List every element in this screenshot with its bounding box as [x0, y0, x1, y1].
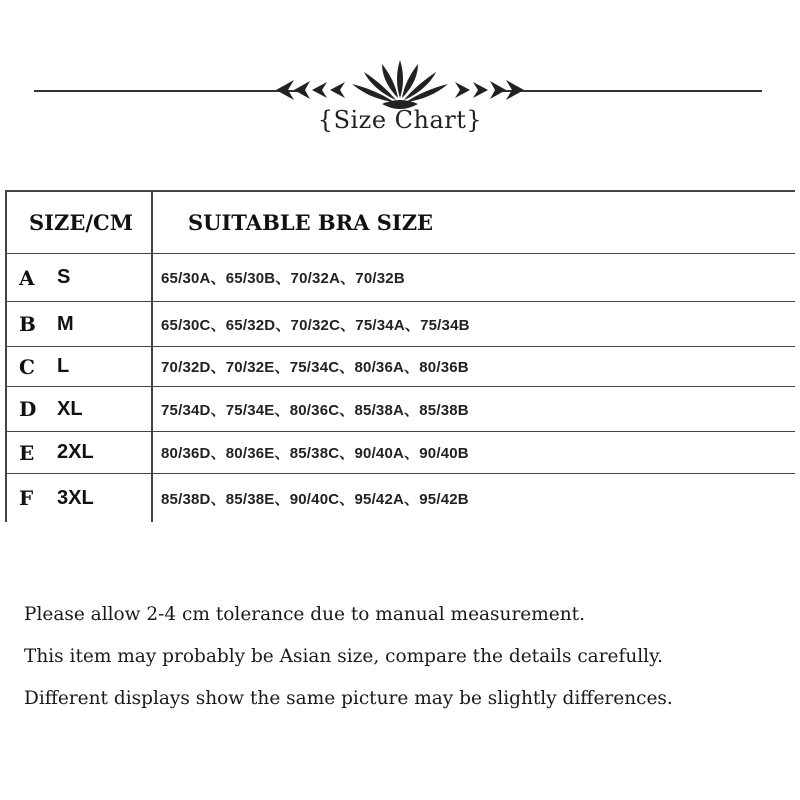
notes-section [24, 598, 784, 724]
row-bra-sizes: 65/30A、65/30B、70/32A、70/32B [161, 270, 405, 287]
note-display-difference: Different displays show the same picture may be slightly differences. [24, 688, 673, 709]
table-row [5, 254, 795, 302]
row-bra-sizes: 65/30C、65/32D、70/32C、75/34A、75/34B [161, 316, 470, 334]
table-row [5, 347, 795, 387]
row-size: 3XL [57, 486, 94, 509]
row-bra-sizes: 80/36D、80/36E、85/38C、90/40A、90/40B [161, 445, 469, 462]
row-letter: B [19, 312, 36, 336]
row-bra-sizes: 70/32D、70/32E、75/34C、80/36A、80/36B [161, 359, 469, 376]
row-letter: F [19, 486, 34, 510]
column-header-size: SIZE/CM [29, 210, 133, 235]
row-letter: C [19, 354, 35, 379]
table-row [5, 474, 795, 522]
row-size: 2XL [57, 441, 94, 463]
table-header-row [5, 192, 795, 254]
row-bra-sizes: 75/34D、75/34E、80/36C、85/38A、85/38B [161, 401, 469, 419]
size-table [5, 190, 795, 522]
row-size: M [57, 312, 74, 335]
row-bra-sizes: 85/38D、85/38E、90/40C、95/42A、95/42B [161, 490, 469, 508]
note-tolerance: Please allow 2-4 cm tolerance due to manual measurement. [24, 604, 585, 625]
row-letter: E [19, 440, 35, 465]
chart-title: {Size Chart} [317, 106, 483, 134]
row-size: S [57, 266, 71, 288]
header-rule-left [34, 90, 304, 92]
table-row [5, 302, 795, 347]
size-chart-header [0, 50, 800, 150]
table-row [5, 432, 795, 474]
table-row [5, 387, 795, 432]
row-size: XL [57, 397, 83, 420]
row-size: L [57, 355, 70, 377]
column-header-bra-size: SUITABLE BRA SIZE [188, 210, 434, 235]
row-letter: D [19, 397, 37, 421]
row-letter: A [19, 265, 35, 290]
header-rule-right [500, 90, 762, 92]
note-asian-size: This item may probably be Asian size, compare the details carefully. [24, 646, 663, 667]
